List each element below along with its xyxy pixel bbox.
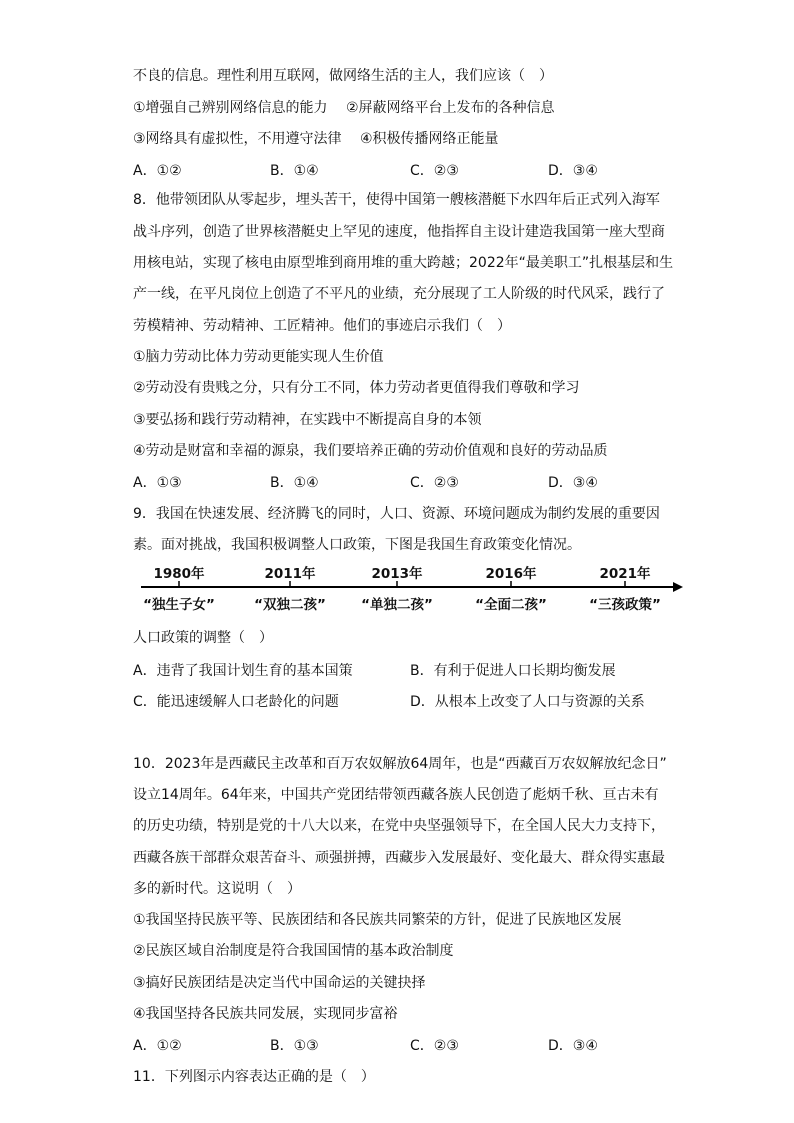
- answer-option[interactable]: D．③④: [548, 163, 598, 179]
- answer-option[interactable]: C．②③: [410, 475, 459, 491]
- timeline-year: 2021年: [599, 566, 651, 582]
- text-line: 10．2023年是西藏民主改革和百万农奴解放64周年，也是“西藏百万农奴解放纪念日”: [133, 756, 667, 772]
- timeline-policy: “三孩政策”: [589, 597, 661, 613]
- text-line: 战斗序列，创造了世界核潜艇史上罕见的速度，他指挥自主设计建造我国第一座大型商: [133, 224, 665, 240]
- answer-option[interactable]: B．①④: [270, 475, 319, 491]
- timeline-policy: “单独二孩”: [361, 597, 433, 613]
- text-line: 不良的信息。理性利用互联网，做网络生活的主人，我们应该（ ）: [133, 68, 553, 84]
- answer-option[interactable]: B．①③: [270, 1038, 319, 1054]
- text-line: 产一线，在平凡岗位上创造了不平凡的业绩，充分展现了工人阶级的时代风采，践行了: [133, 286, 665, 302]
- text-line: ①我国坚持民族平等、民族团结和各民族共同繁荣的方针，促进了民族地区发展: [133, 912, 622, 928]
- text-line: ①增强自己辨别网络信息的能力 ②屏蔽网络平台上发布的各种信息: [133, 100, 555, 116]
- text-line: 设立14周年。64年来，中国共产党团结带领西藏各族人民创造了彪炳千秋、亘古未有: [133, 787, 659, 803]
- timeline-policy: “双独二孩”: [254, 597, 326, 613]
- answer-option[interactable]: D．③④: [548, 1038, 598, 1054]
- text-line: ①脑力劳动比体力劳动更能实现人生价值: [133, 349, 384, 365]
- text-line: ③搞好民族团结是决定当代中国命运的关键抉择: [133, 975, 426, 991]
- text-line: 素。面对挑战，我国积极调整人口政策，下图是我国生育政策变化情况。: [133, 537, 581, 553]
- text-line: 11．下列图示内容表达正确的是（ ）: [133, 1069, 375, 1085]
- text-line: ②民族区域自治制度是符合我国国情的基本政治制度: [133, 943, 454, 959]
- timeline-policy: “全面二孩”: [475, 597, 547, 613]
- timeline-arrow-icon: [673, 582, 683, 592]
- text-line: 8．他带领团队从零起步，埋头苦干，使得中国第一艘核潜艇下水四年后正式列入海军: [133, 192, 660, 208]
- timeline-year: 1980年: [153, 566, 205, 582]
- timeline-year: 2016年: [485, 566, 537, 582]
- text-line: ③要弘扬和践行劳动精神，在实践中不断提高自身的本领: [133, 412, 482, 428]
- policy-timeline: [133, 562, 683, 614]
- text-line: 西藏各族干部群众艰苦奋斗、顽强拼搏，西藏步入发展最好、变化最大、群众得实惠最: [133, 850, 665, 866]
- text-line: 用核电站，实现了核电由原型堆到商用堆的重大跨越；2022年“最美职工”扎根基层和生: [133, 255, 674, 271]
- timeline-year: 2013年: [371, 566, 423, 582]
- answer-option[interactable]: A．①③: [133, 475, 182, 491]
- answer-option[interactable]: A．①②: [133, 1038, 182, 1054]
- text-line: ④劳动是财富和幸福的源泉，我们要培养正确的劳动价值观和良好的劳动品质: [133, 443, 608, 459]
- answer-option[interactable]: A．违背了我国计划生育的基本国策: [133, 663, 353, 679]
- text-line: 的历史功绩，特别是党的十八大以来，在党中央坚强领导下，在全国人民大力支持下，: [133, 818, 665, 834]
- text-line: ③网络具有虚拟性，不用遵守法律 ④积极传播网络正能量: [133, 131, 499, 147]
- timeline-year: 2011年: [264, 566, 316, 582]
- text-line: 人口政策的调整（ ）: [133, 630, 273, 646]
- text-line: ④我国坚持各民族共同发展，实现同步富裕: [133, 1006, 398, 1022]
- answer-option[interactable]: C．能迅速缓解人口老龄化的问题: [133, 694, 339, 710]
- answer-option[interactable]: C．②③: [410, 1038, 459, 1054]
- timeline-policy: “独生子女”: [143, 597, 215, 613]
- answer-option[interactable]: D．③④: [548, 475, 598, 491]
- answer-option[interactable]: B．有利于促进人口长期均衡发展: [410, 663, 616, 679]
- text-line: 劳模精神、劳动精神、工匠精神。他们的事迹启示我们（ ）: [133, 318, 511, 334]
- text-line: ②劳动没有贵贱之分，只有分工不同，体力劳动者更值得我们尊敬和学习: [133, 380, 580, 396]
- answer-option[interactable]: A．①②: [133, 163, 182, 179]
- text-line: 多的新时代。这说明（ ）: [133, 881, 301, 897]
- text-line: 9．我国在快速发展、经济腾飞的同时，人口、资源、环境问题成为制约发展的重要因: [133, 506, 660, 522]
- answer-option[interactable]: C．②③: [410, 163, 459, 179]
- answer-option[interactable]: B．①④: [270, 163, 319, 179]
- answer-option[interactable]: D．从根本上改变了人口与资源的关系: [410, 694, 645, 710]
